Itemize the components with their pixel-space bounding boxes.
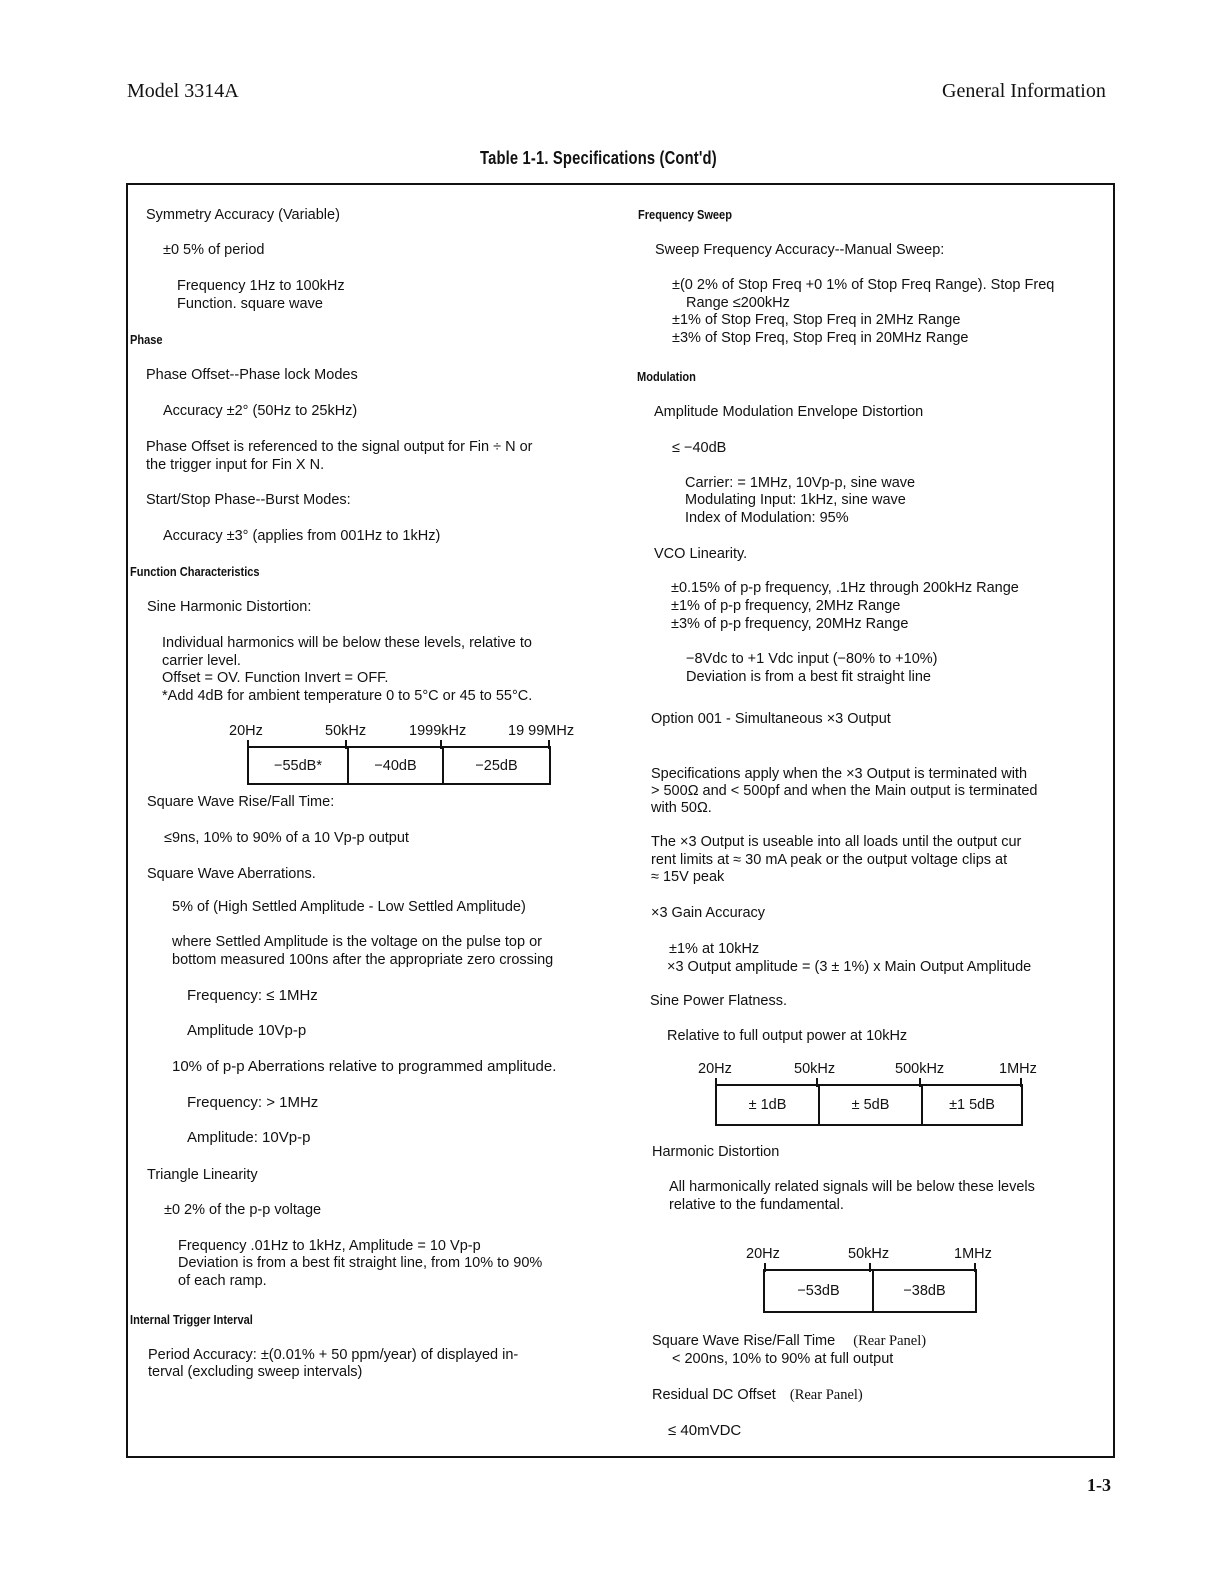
- square-aberrations-line-4: 10% of p-p Aberrations relative to programmed amplitude.: [172, 1058, 557, 1075]
- frequency-sweep-heading: Frequency Sweep: [638, 207, 732, 222]
- trigger-accuracy-line-2: terval (excluding sweep intervals): [148, 1364, 363, 1380]
- table-title: Table 1-1. Specifications (Cont'd): [480, 148, 717, 168]
- option-line-2: > 500Ω and < 500pf and when the Main output is terminated: [651, 783, 1038, 799]
- flatness-tick-label: 20Hz: [698, 1061, 732, 1077]
- square-amplitude-1: Amplitude 10Vp-p: [187, 1022, 307, 1039]
- flatness-cell: ±1 5dB: [921, 1086, 1021, 1124]
- flatness-table-row: [715, 1084, 1023, 1126]
- sine-cell: −25dB: [442, 748, 549, 783]
- phase-note-line-1: Phase Offset is referenced to the signal output for Fin ÷ N or: [146, 439, 533, 455]
- am-distortion-heading: Amplitude Modulation Envelope Distortion: [654, 404, 924, 420]
- sine-table-row: [247, 746, 551, 785]
- am-carrier: Carrier: = 1MHz, 10Vp-p, sine wave: [685, 475, 916, 491]
- square-aberrations-heading: Square Wave Aberrations.: [147, 866, 316, 882]
- startstop-accuracy: Accuracy ±3° (applies from 001Hz to 1kHz): [163, 528, 441, 544]
- harmonic-tick-label: 50kHz: [848, 1246, 890, 1262]
- square-frequency-1: Frequency: ≤ 1MHz: [187, 987, 318, 1004]
- power-flatness-line-1: Relative to full output power at 10kHz: [667, 1028, 908, 1044]
- page-number: 1-3: [1087, 1475, 1111, 1495]
- square-amplitude-2: Amplitude: 10Vp-p: [187, 1129, 311, 1146]
- harmonic-cell: −53dB: [797, 1283, 840, 1299]
- sweep-line-2: Range ≤200kHz: [686, 295, 790, 311]
- trigger-interval-heading: Internal Trigger Interval: [130, 1312, 253, 1327]
- dc-offset-label: Residual DC Offset: [652, 1387, 776, 1403]
- option-line-3: with 50Ω.: [651, 800, 712, 816]
- sine-distortion-heading: Sine Harmonic Distortion:: [147, 599, 312, 615]
- option-line-1: Specifications apply when the ×3 Output is terminated with: [651, 766, 1028, 782]
- vco-line-1: ±0.15% of p-p frequency, .1Hz through 200kHz Range: [671, 580, 1019, 596]
- square-frequency-2: Frequency: > 1MHz: [187, 1094, 319, 1111]
- square-rise-heading: Square Wave Rise/Fall Time:: [147, 794, 335, 810]
- vco-linearity-heading: VCO Linearity.: [654, 546, 748, 562]
- am-index: Index of Modulation: 95%: [685, 510, 849, 526]
- dc-offset-value: ≤ 40mVDC: [668, 1422, 742, 1439]
- option-line-4: The ×3 Output is useable into all loads until the output cur: [651, 834, 1022, 850]
- model-label: Model 3314A: [127, 80, 239, 102]
- flatness-cell: ± 5dB: [818, 1086, 921, 1124]
- harmonic-cell: −38dB: [872, 1271, 975, 1311]
- vco-line-2: ±1% of p-p frequency, 2MHz Range: [671, 598, 901, 614]
- triangle-deviation-line-1: Deviation is from a best fit straight line, from 10% to 90%: [178, 1255, 543, 1271]
- harmonic-tick-label: 20Hz: [746, 1246, 780, 1262]
- sine-note-line-2: carrier level.: [162, 653, 241, 669]
- sweep-line-1: ±(0 2% of Stop Freq +0 1% of Stop Freq Range). Stop Freq: [672, 277, 1055, 293]
- gain-line-2: ×3 Output amplitude = (3 ± 1%) x Main Output Amplitude: [667, 959, 1032, 975]
- vco-line-4: −8Vdc to +1 Vdc input (−80% to +10%): [686, 651, 938, 667]
- flatness-tick-label: 1MHz: [999, 1061, 1037, 1077]
- rear-panel-tag: (Rear Panel): [789, 1387, 863, 1403]
- sweep-accuracy-heading: Sweep Frequency Accuracy--Manual Sweep:: [655, 242, 945, 258]
- symmetry-value: ±0 5% of period: [163, 242, 265, 258]
- symmetry-frequency: Frequency 1Hz to 100kHz: [177, 278, 345, 294]
- flatness-cell: ± 1dB: [748, 1097, 787, 1113]
- triangle-deviation-line-2: of each ramp.: [178, 1273, 267, 1289]
- startstop-heading: Start/Stop Phase--Burst Modes:: [146, 492, 351, 508]
- square-aberrations-line-1: 5% of (High Settled Amplitude - Low Settled Amplitude): [172, 899, 526, 915]
- sine-note-line-1: Individual harmonics will be below these levels, relative to: [162, 635, 532, 651]
- sine-tick-label: 50kHz: [325, 723, 367, 739]
- vco-line-5: Deviation is from a best fit straight line: [686, 669, 931, 685]
- option-line-5: rent limits at ≈ 30 mA peak or the output voltage clips at: [651, 852, 1008, 868]
- am-distortion-value: ≤ −40dB: [672, 440, 727, 456]
- harmonic-table-row: [763, 1269, 977, 1313]
- square-aberrations-line-3: bottom measured 100ns after the appropriate zero crossing: [172, 952, 554, 968]
- phase-accuracy: Accuracy ±2° (50Hz to 25kHz): [163, 403, 358, 419]
- gain-line-1: ±1% at 10kHz: [669, 941, 760, 957]
- phase-offset-heading: Phase Offset--Phase lock Modes: [146, 367, 358, 383]
- sweep-line-3: ±1% of Stop Freq, Stop Freq in 2MHz Range: [672, 312, 961, 328]
- harmonic-line-1: All harmonically related signals will be below these levels: [669, 1179, 1035, 1195]
- rear-square-value: < 200ns, 10% to 90% at full output: [672, 1351, 894, 1367]
- power-flatness-heading: Sine Power Flatness.: [650, 993, 788, 1009]
- symmetry-function: Function. square wave: [177, 296, 323, 312]
- modulation-heading: Modulation: [637, 369, 696, 384]
- am-modulating-input: Modulating Input: 1kHz, sine wave: [685, 492, 906, 508]
- sine-tick-label: 19 99MHz: [508, 723, 575, 739]
- trigger-accuracy-line-1: Period Accuracy: ±(0.01% + 50 ppm/year) of displayed in-: [148, 1347, 519, 1363]
- function-characteristics-heading: Function Characteristics: [130, 564, 260, 579]
- square-rise-value: ≤9ns, 10% to 90% of a 10 Vp-p output: [164, 830, 409, 846]
- section-label: General Information: [942, 80, 1106, 102]
- sine-cell: −55dB*: [274, 757, 322, 774]
- triangle-linearity-value: ±0 2% of the p-p voltage: [164, 1202, 322, 1218]
- symmetry-heading: Symmetry Accuracy (Variable): [146, 207, 340, 223]
- phase-note-line-2: the trigger input for Fin X N.: [146, 457, 325, 473]
- sine-note-line-4: *Add 4dB for ambient temperature 0 to 5°C or 45 to 55°C.: [162, 688, 533, 704]
- harmonic-line-2: relative to the fundamental.: [669, 1197, 844, 1213]
- sine-cell: −40dB: [347, 748, 442, 783]
- dc-offset-heading: [652, 1386, 863, 1404]
- sine-note-line-3: Offset = OV. Function Invert = OFF.: [162, 670, 389, 686]
- option-001-heading: Option 001 - Simultaneous ×3 Output: [651, 711, 891, 727]
- harmonic-distortion-heading: Harmonic Distortion: [652, 1144, 780, 1160]
- sweep-line-4: ±3% of Stop Freq, Stop Freq in 20MHz Range: [672, 330, 969, 346]
- rear-square-heading: [652, 1332, 926, 1350]
- flatness-tick-label: 500kHz: [895, 1061, 945, 1077]
- vco-line-3: ±3% of p-p frequency, 20MHz Range: [671, 616, 909, 632]
- phase-section-heading: Phase: [130, 332, 163, 347]
- sine-tick-label: 1999kHz: [409, 723, 467, 739]
- option-line-6: ≈ 15V peak: [651, 869, 725, 885]
- triangle-linearity-heading: Triangle Linearity: [147, 1167, 258, 1183]
- harmonic-tick-label: 1MHz: [954, 1246, 992, 1262]
- flatness-tick-label: 50kHz: [794, 1061, 836, 1077]
- triangle-frequency: Frequency .01Hz to 1kHz, Amplitude = 10 Vp-p: [178, 1238, 481, 1254]
- sine-tick-label: 20Hz: [229, 723, 263, 739]
- rear-square-label: Square Wave Rise/Fall Time: [652, 1333, 836, 1349]
- square-aberrations-line-2: where Settled Amplitude is the voltage on the pulse top or: [172, 934, 542, 950]
- rear-panel-tag: (Rear Panel): [853, 1333, 927, 1349]
- gain-accuracy-heading: ×3 Gain Accuracy: [651, 905, 766, 921]
